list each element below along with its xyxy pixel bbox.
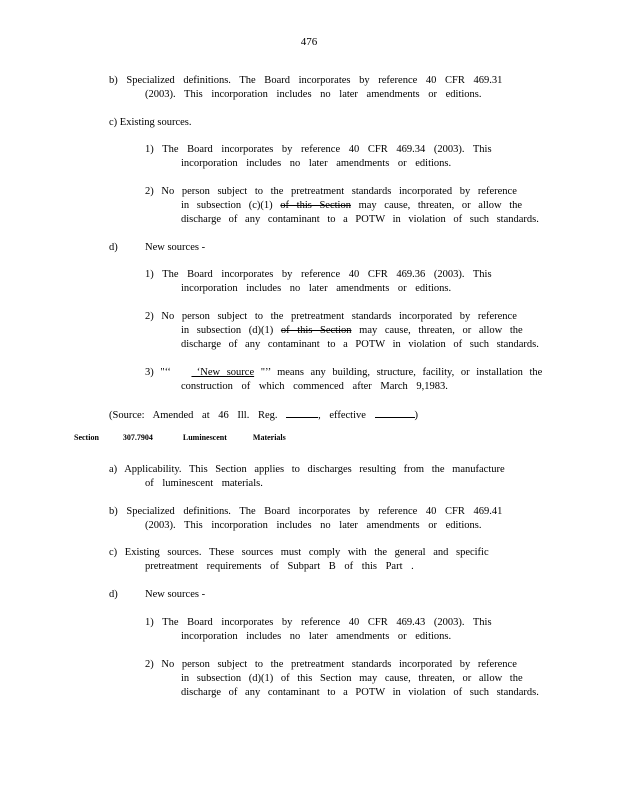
source-close: )	[414, 410, 419, 421]
subsection-d2-line2	[181, 324, 523, 338]
section-label: Section	[74, 433, 99, 442]
subsection-c2-line2	[181, 199, 522, 213]
section2-d1-line2: incorporation includes no later amendments or editions.	[181, 631, 452, 642]
d3-number: 3) "‘‘	[145, 367, 171, 378]
c2-struck-text: of this Section	[280, 200, 351, 211]
section2-d-label: d)	[109, 589, 118, 600]
section2-c-line2: pretreatment requirements of Subpart B of this Part .	[145, 561, 414, 572]
section2-d2-line1: 2) No person subject to the pretreatment standards incorporated by reference	[145, 659, 517, 670]
subsection-d3-line2: construction of which commenced after March 9,1983.	[181, 381, 448, 392]
d2-text-a: in subsection (d)(1)	[181, 325, 274, 336]
section-heading	[74, 433, 308, 442]
d2-struck-text: of this Section	[280, 325, 352, 336]
page-number: 476	[300, 36, 318, 48]
section2-d2-line3: discharge of any contaminant to a POTW in violation of such standards.	[181, 687, 539, 698]
section-number: 307.7904	[122, 433, 153, 442]
section2-c-line1: c) Existing sources. These sources must comply with the general and specific	[109, 547, 489, 558]
source-note	[109, 407, 418, 423]
subsection-b-line1: b) Specialized definitions. The Board incorporates by reference 40 CFR 469.31	[109, 75, 503, 86]
section2-b-line1: b) Specialized definitions. The Board incorporates by reference 40 CFR 469.41	[109, 506, 503, 517]
subsection-c1-line2: incorporation includes no later amendments or editions.	[181, 158, 452, 169]
subsection-d1-line1: 1) The Board incorporates by reference 40 CFR 469.36 (2003). This	[145, 269, 492, 280]
subsection-d-label: d)	[109, 242, 118, 253]
d3-defined-term: _‘New source	[191, 367, 255, 378]
subsection-d1-line2: incorporation includes no later amendments or editions.	[181, 283, 452, 294]
subsection-c-heading: c) Existing sources.	[109, 117, 192, 128]
subsection-c2-line3: discharge of any contaminant to a POTW in violation of such standards.	[181, 214, 539, 225]
source-effective: , effective	[318, 410, 366, 421]
section2-d1-line1: 1) The Board incorporates by reference 40 CFR 469.43 (2003). This	[145, 617, 492, 628]
section2-b-line2: (2003). This incorporation includes no later amendments or editions.	[145, 520, 482, 531]
section-title-word1: Luminescent	[182, 433, 227, 442]
subsection-d3-line1	[145, 366, 542, 380]
section2-a-line1: a) Applicability. This Section applies to discharges resulting from the manufacture	[109, 464, 505, 475]
subsection-d2-line1: 2) No person subject to the pretreatment standards incorporated by reference	[145, 311, 517, 322]
section2-d-heading: New sources -	[145, 589, 206, 600]
subsection-c1-line1: 1) The Board incorporates by reference 40 CFR 469.34 (2003). This	[145, 144, 492, 155]
subsection-b-line2: (2003). This incorporation includes no later amendments or editions.	[145, 89, 482, 100]
subsection-d2-line3: discharge of any contaminant to a POTW in violation of such standards.	[181, 339, 539, 350]
source-prefix: (Source: Amended at 46 Ill. Reg.	[109, 410, 278, 421]
d3-definition: "’’ means any building, structure, facility, or installation the	[260, 367, 543, 378]
register-blank	[286, 407, 318, 418]
section-title-word2: Materials	[252, 433, 286, 442]
section2-a-line2: of luminescent materials.	[145, 478, 263, 489]
c2-text-a: in subsection (c)(1)	[181, 200, 273, 211]
section2-d2-line2: in subsection (d)(1) of this Section may cause, threaten, or allow the	[181, 673, 523, 684]
subsection-c2-line1: 2) No person subject to the pretreatment standards incorporated by reference	[145, 186, 517, 197]
d2-text-b: may cause, threaten, or allow the	[359, 325, 523, 336]
effective-date-blank	[375, 407, 415, 418]
subsection-d-heading: New sources -	[145, 242, 206, 253]
c2-text-b: may cause, threaten, or allow the	[358, 200, 523, 211]
